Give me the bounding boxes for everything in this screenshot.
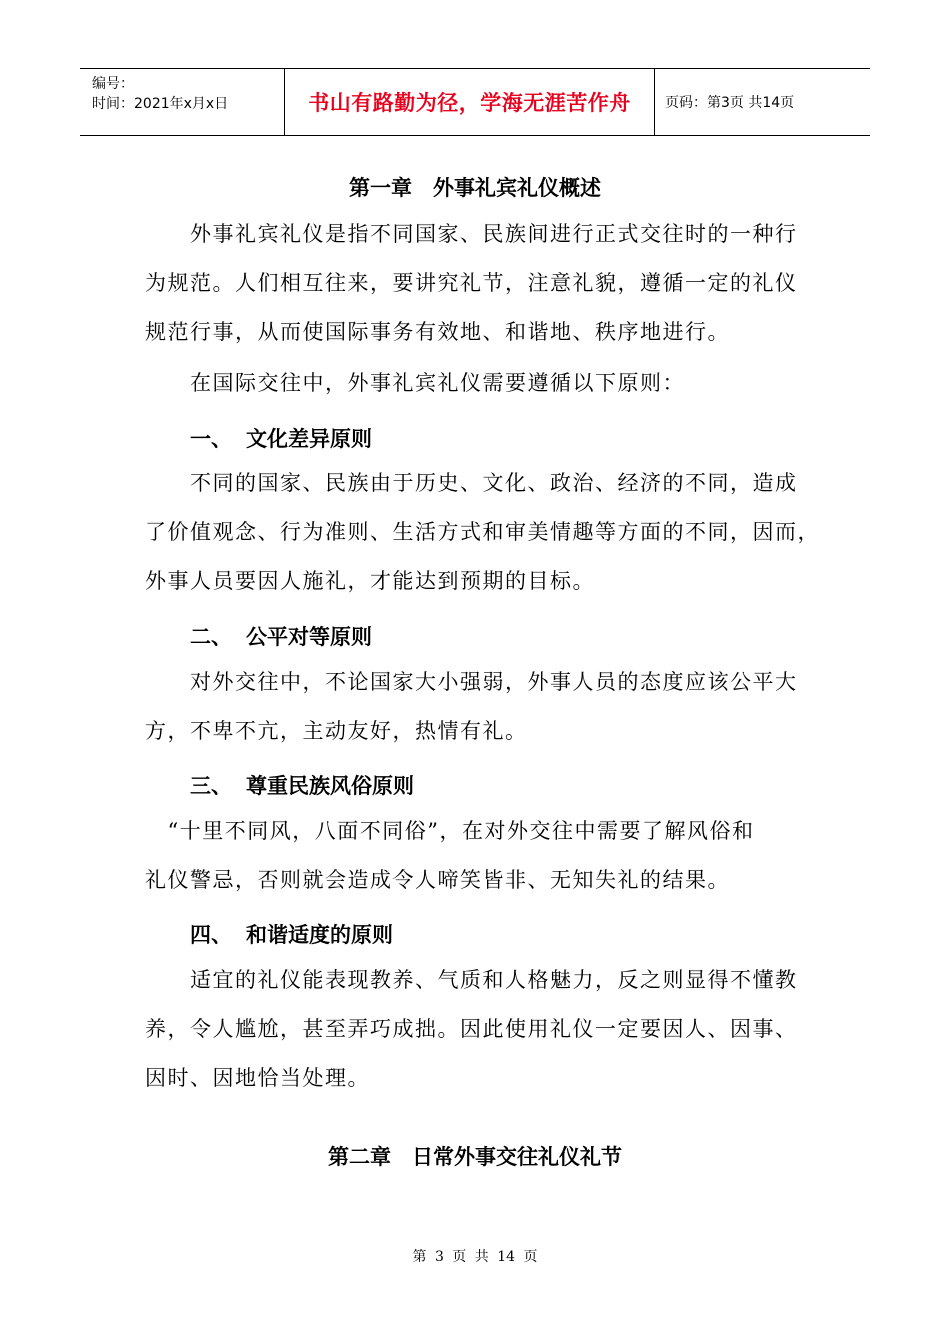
section-title: 文化差异原则 xyxy=(246,426,372,451)
text-line: 在国际交往中，外事礼宾礼仪需要遵循以下原则： xyxy=(145,371,685,395)
section-title: 公平对等原则 xyxy=(246,624,372,649)
number-label: 编号： xyxy=(92,76,134,92)
section-number: 三、 xyxy=(190,773,232,798)
text-line: 因时、因地恰当处理。 xyxy=(145,1066,370,1090)
text-line: 为规范。人们相互往来，要讲究礼节，注意礼貌，遵循一定的礼仪 xyxy=(145,271,798,295)
section-heading xyxy=(190,423,372,453)
text-line: 方，不卑不亢，主动友好，热情有礼。 xyxy=(145,719,528,743)
section-heading xyxy=(190,770,414,800)
text-line: 规范行事，从而使国际事务有效地、和谐地、秩序地进行。 xyxy=(145,320,730,344)
section-paragraph xyxy=(145,459,825,606)
principles-intro xyxy=(145,359,825,408)
section-heading xyxy=(190,919,393,949)
section-number: 四、 xyxy=(190,922,232,947)
text-line: “十里不同风，八面不同俗”，在对外交往中需要了解风俗和 xyxy=(145,819,755,843)
date-label: 时间：2021年x月x日 xyxy=(92,96,229,112)
section-paragraph xyxy=(145,956,825,1103)
text-line: 礼仪警忌，否则就会造成令人啼笑皆非、无知失礼的结果。 xyxy=(145,868,730,892)
text-line: 外事人员要因人施礼，才能达到预期的目标。 xyxy=(145,569,595,593)
text-line: 对外交往中，不论国家大小强弱，外事人员的态度应该公平大 xyxy=(145,670,798,694)
chapter-1-title: 第一章 外事礼宾礼仪概述 xyxy=(349,175,601,200)
motto-text: 书山有路勤为径，学海无涯苦作舟 xyxy=(308,91,631,115)
section-title: 尊重民族风俗原则 xyxy=(246,773,414,798)
page-code: 页码：第3页 共14页 xyxy=(665,95,795,111)
text-line: 了价值观念、行为准则、生活方式和审美情趣等方面的不同，因而， xyxy=(145,520,820,544)
text-line: 外事礼宾礼仪是指不同国家、民族间进行正式交往时的一种行 xyxy=(145,222,798,246)
section-paragraph xyxy=(145,658,825,756)
text-line: 养，令人尴尬，甚至弄巧成拙。因此使用礼仪一定要因人、因事、 xyxy=(145,1017,798,1041)
page-footer: 第 3 页 共 14 页 xyxy=(412,1249,538,1265)
text-line: 不同的国家、民族由于历史、文化、政治、经济的不同，造成 xyxy=(145,471,798,495)
section-paragraph xyxy=(145,807,825,905)
header-motto-cell xyxy=(284,69,655,135)
section-number: 一、 xyxy=(190,426,232,451)
chapter-2-title: 第二章 日常外事交往礼仪礼节 xyxy=(328,1144,622,1169)
section-heading xyxy=(190,621,372,651)
section-title: 和谐适度的原则 xyxy=(246,922,393,947)
header-info-cell xyxy=(80,69,284,135)
text-line: 适宜的礼仪能表现教养、气质和人格魅力，反之则显得不懂教 xyxy=(145,968,798,992)
document-header xyxy=(80,68,870,136)
intro-paragraph xyxy=(145,210,825,357)
header-page-cell xyxy=(655,69,870,135)
section-number: 二、 xyxy=(190,624,232,649)
